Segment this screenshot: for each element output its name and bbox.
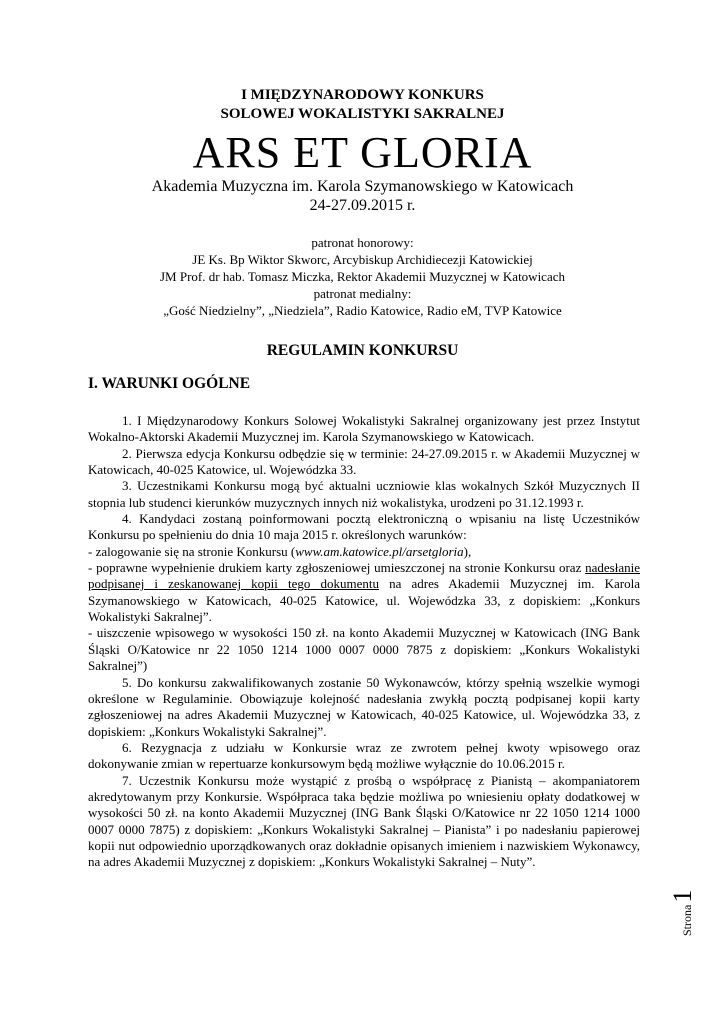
regulations-body [88,413,640,871]
honorary-patron-1: JE Ks. Bp Wiktor Skworc, Arcybiskup Archidiecezji Katowickiej [192,252,533,267]
honorary-patron-2: JM Prof. dr hab. Tomasz Miczka, Rektor Akademii Muzycznej w Katowicach [160,269,565,284]
competition-title-line1: I MIĘDZYNARODOWY KONKURS [241,87,484,103]
media-patrons: „Gość Niedzielny”, „Niedziela”, Radio Katowice, Radio eM, TVP Katowice [163,303,562,318]
event-dates: 24-27.09.2015 r. [309,197,416,214]
paragraph-2: 2. Pierwsza edycja Konkursu odbędzie się w terminie: 24-27.09.2015 r. w Akademii Muzycznej w Katowicach, 40-025 Katowice, ul. Wojewódzka 33. [88,445,640,478]
competition-website-link[interactable]: www.am.katowice.pl/arsetgloria [295,543,464,559]
paragraph-3: 3. Uczestnikami Konkursu mogą być aktualni uczniowie klas wokalnych Szkół Muzycznych II stopnia lub studenci kierunków muzycznych innych niż wokalistyka, urodzeni po 31.12.1993 r. [88,478,640,510]
page-label: Strona [680,904,694,936]
bullet-form-end: na adres Akademii Muzycznej im. Karola Szymanowskiego w Katowicach, 40-025 Katowice, ul. Wojewódzka 33, z dopiskiem: „Konkurs Wokalistyki Sakralnej”. [88,576,640,625]
institution: Akademia Muzyczna im. Karola Szymanowskiego w Katowicach [151,178,574,195]
paragraph-6: 6. Rezygnacja z udziału w Konkursie wraz ze zwrotem pełnej kwoty wpisowego oraz dokonywanie zmian w repertuarze konkursowym będą możliwe wyłącznie do 10.06.2015 r. [88,739,640,772]
bullet-form-text: - poprawne wypełnienie drukiem karty zgłoszeniowej umieszczonej na stronie Konkursu oraz [88,560,586,576]
media-patronage-label: patronat medialny: [313,286,412,301]
bullet-login-end: ), [463,543,472,559]
paragraph-1: 1. I Międzynarodowy Konkurs Solowej Wokalistyki Sakralnej organizowany jest przez Instytut Wokalno-Aktorski Akademii Muzycznej im. Karola Szymanowskiego w Katowicach. [88,413,640,445]
regulations-title: REGULAMIN KONKURSU [266,342,459,359]
paragraph-4: 4. Kandydaci zostaną poinformowani pocztą elektroniczną o wpisaniu na listę Uczestników Konkursu po spełnieniu do dnia 10 maja 2015 r. określonych warunków: [88,511,640,543]
bullet-login-text: - zalogowanie się na stronie Konkursu ( [88,543,296,559]
competition-title-line2: SOLOWEJ WOKALISTYKI SAKRALNEJ [220,106,505,122]
page-number-vertical [668,890,698,936]
page-number: 1 [668,889,697,903]
bullet-login [88,544,640,560]
bullet-form-underlined: nadesłanie podpisanej i zeskanowanej kopii tego dokumentu [88,560,640,592]
honorary-patronage-label: patronat honorowy: [311,235,414,250]
bullet-fee: - uiszczenie wpisowego w wysokości 150 zł. na konto Akademii Muzycznej w Katowicach (ING Bank Śląski O/Katowice nr 22 1050 1214 1000 0007 0000 7875 z dopiskiem: „Konkurs Wokalistyki Sakralnej”) [88,625,640,674]
bullet-application-form [88,560,640,625]
paragraph-5: 5. Do konkursu zakwalifikowanych zostanie 50 Wykonawców, którzy spełnią wszelkie wymogi określone w Regulaminie. Obowiązuje kolejność nadesłania zwykłą pocztą podpisanej kopii karty zgłoszeniowej na adres Akademii Muzycznej w Katowicach, 40-025 Katowice, ul. Wojewódzka 33, z dopiskiem: „Konkurs Wokalistyki Sakralnej”. [88,674,640,739]
page-indicator [668,870,708,940]
competition-name: ARS ET GLORIA [192,128,533,177]
paragraph-7: 7. Uczestnik Konkursu może wystąpić z prośbą o współpracę z Pianistą – akompaniatorem akredytowanym przy Konkursie. Współpraca taka będzie możliwa po wniesieniu opłaty dodatkowej w wysokości 50 zł. na konto Akademii Muzycznej (ING Bank Śląski O/Katowice nr 22 1050 1214 1000 0007 0000 7875) z dopiskiem: „Konkurs Wokalistyki Sakralnej – Pianista” i po nadesłaniu papierowej kopii nut odpowiednio uporządkowanych oraz dokładnie opisanych imieniem i nazwiskiem Wykonawcy, na adres Akademii Muzycznej z dopiskiem: „Konkurs Wokalistyki Sakralnej – Nuty”. [88,772,640,870]
section-heading: I. WARUNKI OGÓLNE [88,375,251,392]
